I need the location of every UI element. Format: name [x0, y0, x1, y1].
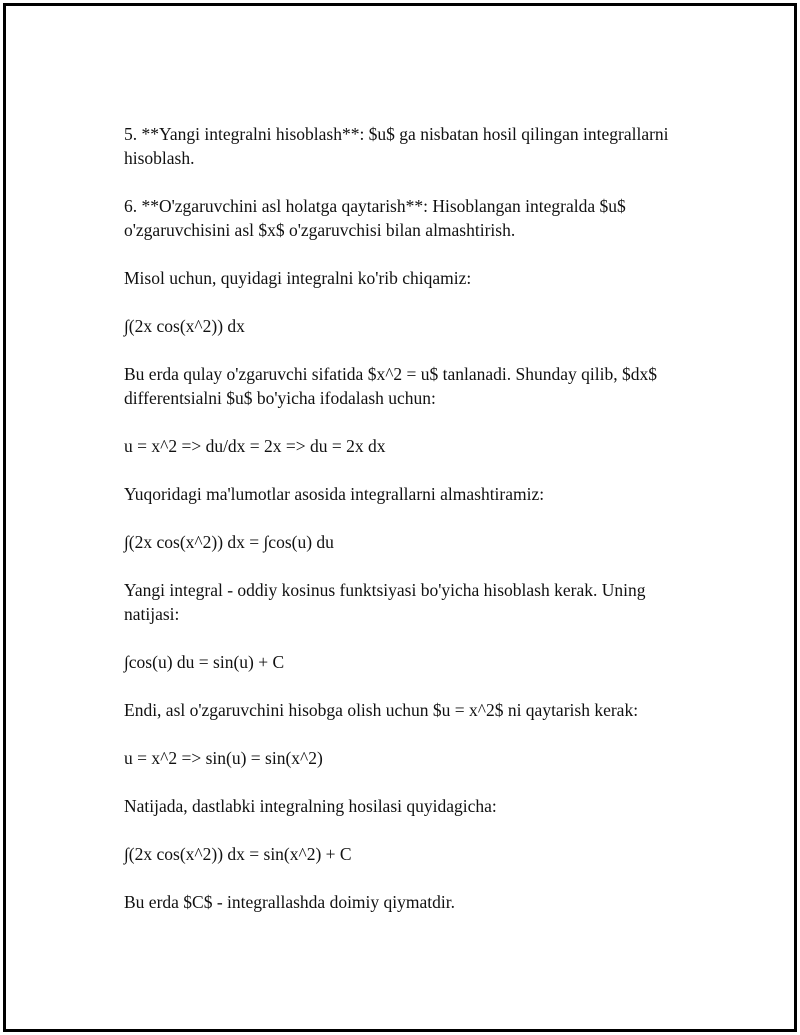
example-intro: Misol uchun, quyidagi integralni ko'rib chiqamiz:: [124, 268, 472, 288]
cosine-integral-result: ∫cos(u) du = sin(u) + C: [124, 652, 285, 672]
new-integral-explanation: Yangi integral - oddiy kosinus funktsiyasi bo'yicha hisoblash kerak. Uning natijasi:: [124, 580, 646, 624]
final-result: ∫(2x cos(x^2)) dx = sin(x^2) + C: [124, 844, 352, 864]
replace-intro: Yuqoridagi ma'lumotlar asosida integrallarni almashtiramiz:: [124, 484, 545, 504]
page-frame: [3, 3, 797, 1032]
back-substitution-intro: Endi, asl o'zgaruvchini hisobga olish uchun $u = x^2$ ni qaytarish kerak:: [124, 700, 639, 720]
substitution-explanation: Bu erda qulay o'zgaruvchi sifatida $x^2 = u$ tanlanadi. Shunday qilib, $dx$ differentsialni $u$ bo'yicha ifodalash uchun:: [124, 364, 657, 408]
step-5-paragraph: 5. **Yangi integralni hisoblash**: $u$ ga nisbatan hosil qilingan integrallarni hisoblash.: [124, 124, 669, 168]
substitution-derivation: u = x^2 => du/dx = 2x => du = 2x dx: [124, 436, 386, 456]
step-6-paragraph: 6. **O'zgaruvchini asl holatga qaytarish**: Hisoblangan integralda $u$ o'zgaruvchisini asl $x$ o'zgaruvchisi bilan almashtirish.: [124, 196, 626, 240]
document-body: [124, 122, 694, 938]
integral-expression: ∫(2x cos(x^2)) dx: [124, 316, 245, 336]
substituted-integral: ∫(2x cos(x^2)) dx = ∫cos(u) du: [124, 532, 334, 552]
result-intro: Natijada, dastlabki integralning hosilasi quyidagicha:: [124, 796, 497, 816]
back-substitution: u = x^2 => sin(u) = sin(x^2): [124, 748, 323, 768]
constant-note: Bu erda $C$ - integrallashda doimiy qiymatdir.: [124, 892, 455, 912]
